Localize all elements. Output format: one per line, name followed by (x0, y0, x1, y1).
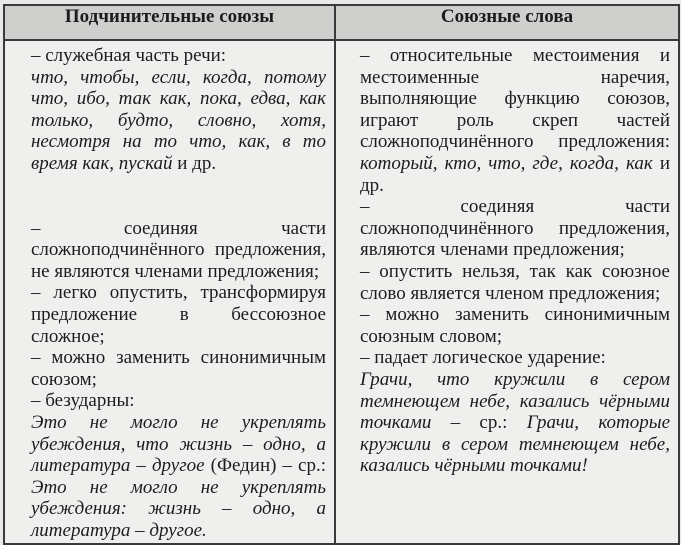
right-example-separator: – ср.: (431, 412, 527, 434)
left-list-tail: и др. (172, 152, 217, 174)
right-point-replace: – можно заменить синонимичным союзным словом; (360, 304, 670, 347)
content-row (4, 40, 679, 544)
right-definition-text: – относительные местоимения и местоименные наречия, выполняющие функцию союзов, играют роль скреп частей сложноподчинённого предложения: (360, 45, 670, 153)
right-point-stress: – падает логическое ударение: (360, 347, 606, 369)
left-definition-label: – служебная часть речи: (31, 45, 227, 66)
right-point-omit: – опустить нельзя, так как союзное слово является членом предложения; (360, 260, 670, 304)
left-column-cell (4, 40, 335, 544)
right-definition (360, 45, 670, 196)
right-word-list: который, кто, что, где, когда, как (360, 152, 653, 174)
right-point-members: – соединяя части сложноподчинённого предложения, являются членами предложения; (360, 196, 670, 261)
header-conjunctive-words: Союзные слова (335, 5, 679, 40)
left-example-text: Это не могло не укреплять убеждения, что жизнь – одно, а литература – другое (31, 411, 326, 477)
left-example-compare: Это не могло не укреплять убеждения: жизнь – одно, а литература – другое. (31, 476, 326, 541)
left-definition (31, 45, 326, 175)
right-example (360, 369, 670, 477)
left-point-replace: – можно заменить синонимичным союзом; (31, 347, 326, 390)
left-point-omit: – легко опустить, трансформируя предложение в бессоюзное сложное; (31, 282, 326, 347)
left-point-members: – соединяя части сложноподчинённого предложения, не являются членами предложения; (31, 217, 326, 282)
comparison-table (3, 4, 680, 545)
right-example-text: Грачи, что кружили в сером темнеющем небе, казались чёрными точками (360, 368, 670, 434)
left-example-source: (Федин) – ср.: (204, 455, 326, 477)
left-point-stress: – безударны: (31, 390, 135, 412)
left-conjunction-list: что, чтобы, если, когда, потому что, ибо, так как, пока, едва, как только, будто, словно, хотя, несмотря на то что, как, в то время как, пускай (31, 66, 326, 174)
left-example (31, 412, 326, 542)
right-list-tail: и др. (360, 152, 671, 196)
right-example-compare: Грачи, которые кружили в сером темнеющем небе, казались чёрными точками! (360, 412, 671, 477)
right-column-cell (335, 40, 679, 544)
header-subordinating-conjunctions: Подчинительные союзы (4, 5, 335, 40)
header-row (4, 5, 679, 40)
